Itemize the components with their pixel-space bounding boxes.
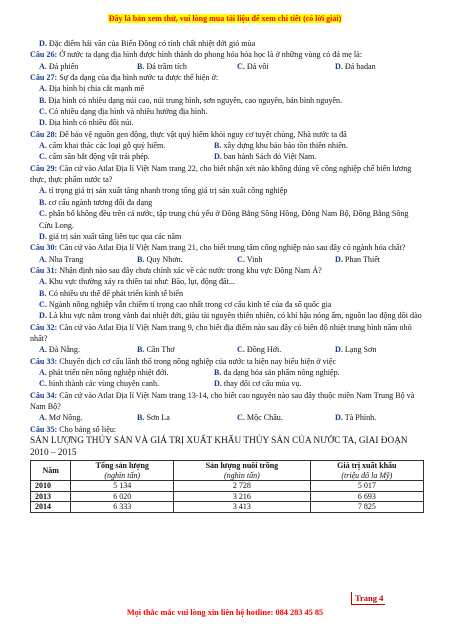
answer-options-row [30, 254, 424, 265]
answer-option [30, 117, 424, 128]
table-row [31, 481, 424, 492]
option-letter: B. [214, 367, 222, 377]
option-letter: B. [137, 61, 145, 71]
header-label: Năm [42, 465, 59, 475]
answer-option [214, 140, 348, 151]
answer-option [335, 412, 376, 423]
answer-option [137, 412, 237, 423]
fishery-table [30, 460, 424, 513]
question-line [30, 49, 424, 60]
answer-option [30, 208, 424, 231]
answer-options-row [30, 344, 424, 355]
question-text: Căn cứ vào Atlat Địa lí Việt Nam trang 22, cho biết nhận xét nào không đúng về công nghiệp chế biến lương thực, thực phẩm nước ta? [30, 163, 412, 185]
answer-option [30, 276, 424, 287]
option-letter: A. [39, 61, 47, 71]
question-text: Cho bảng số liệu: [57, 424, 117, 434]
answer-option [39, 378, 214, 389]
option-text: Quy Nhơn. [144, 254, 183, 264]
option-text: đa dạng hóa sản phẩm nông nghiệp. [221, 367, 340, 377]
table-cell: 6 020 [71, 491, 174, 502]
answer-option [30, 95, 424, 106]
option-letter: D. [39, 39, 47, 48]
option-text: Đá badan [342, 61, 376, 71]
answer-options-row [30, 61, 424, 72]
option-text: cấm săn bắt động vật trái phép. [46, 152, 150, 162]
table-cell: 3 216 [174, 491, 311, 502]
table-header-cell [31, 461, 71, 481]
table-cell: 2010 [31, 481, 71, 492]
option-letter: D. [335, 345, 343, 355]
table-header-row [31, 461, 424, 481]
answer-option [30, 83, 424, 94]
header-label: Tổng sản lượng [95, 461, 149, 471]
question-text: Nhận định nào sau đây chưa chính xác về các nước trong khu vực Đông Nam Á? [57, 265, 322, 275]
option-text: cấm khai thác các loại gỗ quý hiếm. [46, 141, 166, 151]
option-letter: B. [39, 95, 47, 105]
answer-option [335, 254, 380, 265]
header-unit: (nghìn tấn) [223, 470, 260, 480]
question-text: Sự đa dạng của địa hình nước ta được thể hiện ở: [57, 73, 219, 83]
option-letter: B. [39, 288, 47, 298]
answer-option [335, 61, 376, 72]
option-letter: D. [335, 61, 343, 71]
option-letter: C. [237, 254, 245, 264]
option-text: Mơ Nông. [46, 413, 83, 423]
question-text: Để bảo vệ nguồn gen động, thực vật quý hiếm khỏi nguy cơ tuyệt chủng, Nhà nước ta đã [57, 129, 347, 139]
option-text: Đá vôi [244, 61, 269, 71]
table-title: SẢN LƯỢNG THỦY SẢN VÀ GIÁ TRỊ XUẤT KHẨU THỦY SẢN CỦA NƯỚC TA, GIAI ĐOẠN 2010 – 2015 [30, 436, 408, 459]
option-letter: B. [214, 141, 222, 151]
answer-option [39, 61, 137, 72]
option-text: hình thành các vùng chuyên canh. [46, 379, 160, 389]
option-text: Khu vực thường xảy ra thiên tai như: Bão, lụt, động đất... [46, 277, 235, 287]
answer-option [214, 151, 316, 162]
table-cell: 6 693 [310, 491, 423, 502]
answer-option [137, 254, 237, 265]
table-header-cell [310, 461, 423, 481]
option-text: Là khu vực nằm trong vành đai nhiệt đới, giàu tài nguyên thiên nhiên, có khí hậu nóng ẩm, nguồn lao động dồi dào [46, 311, 422, 321]
option-letter: C. [39, 299, 47, 309]
answer-option [39, 367, 214, 378]
table-cell: 6 333 [71, 502, 174, 513]
option-text: Địa hình có nhiều đồi núi. [46, 118, 134, 128]
option-text: Đà Nẵng. [46, 345, 80, 355]
table-row [31, 491, 424, 502]
answer-option [30, 185, 424, 196]
option-letter: C. [39, 152, 47, 162]
option-text: Sơn La [144, 413, 170, 423]
table-cell: 3 413 [174, 502, 311, 513]
option-text: Mộc Châu. [244, 413, 283, 423]
answer-option [30, 288, 424, 299]
answer-options-row [30, 378, 424, 389]
question-line [30, 129, 424, 140]
question-number: Câu 35: [30, 424, 58, 434]
option-text: Địa hình có nhiều dạng núi cao, núi trung bình, sơn nguyên, cao nguyên, bán bình nguyên. [46, 95, 343, 105]
option-letter: D. [39, 231, 47, 241]
option-text: Đá phiến [46, 61, 79, 71]
option-text: tỉ trọng giá trị sản xuất tăng nhanh trong tổng giá trị sản xuất công nghiệp [46, 186, 288, 196]
answer-options-row [30, 151, 424, 162]
answer-option [214, 367, 340, 378]
option-letter: D. [39, 311, 47, 321]
option-letter: A. [39, 367, 47, 377]
answer-option [30, 299, 424, 310]
option-letter: C. [39, 107, 47, 117]
question-line [30, 356, 424, 367]
option-text: Địa hình bị chia cắt mạnh mẽ [46, 84, 145, 94]
answer-option [30, 197, 424, 208]
answer-options-row [30, 367, 424, 378]
option-letter: C. [237, 345, 245, 355]
question-text: Căn cứ vào Atlat Địa lí Việt Nam trang 9, cho biết địa điểm nào sau đây có biên độ nhiệt trung bình năm nhỏ nhất? [30, 322, 412, 343]
option-text: ban hành Sách đỏ Việt Nam. [221, 152, 317, 162]
question-number: Câu 27: [30, 73, 58, 83]
option-text: Có nhiều ưu thế để phát triển kinh tế biển [46, 288, 183, 298]
question-line [30, 163, 424, 186]
option-letter: D. [214, 152, 222, 162]
option-text: phát triển nền nông nghiệp nhiệt đới. [46, 367, 169, 377]
header-unit: (triệu đô la Mỹ) [341, 470, 393, 480]
table-cell: 7 825 [310, 502, 423, 513]
table-header-cell [71, 461, 174, 481]
option-letter: B. [137, 345, 145, 355]
option-text: Tà Phình. [342, 413, 377, 423]
table-cell: 2014 [31, 502, 71, 513]
answer-option [137, 61, 237, 72]
option-letter: A. [39, 345, 47, 355]
answer-option [214, 378, 301, 389]
option-text: Nha Trang [46, 254, 84, 264]
option-text: Đá trầm tích [144, 61, 187, 71]
answer-option [30, 231, 424, 242]
option-letter: C. [39, 379, 47, 389]
option-letter: A. [39, 84, 47, 94]
answer-option [237, 344, 335, 355]
option-letter: D. [39, 118, 47, 128]
table-cell: 5 134 [71, 481, 174, 492]
table-cell: 5 017 [310, 481, 423, 492]
page-number: Trang 4 [351, 592, 385, 605]
option-text: Vinh [244, 254, 263, 264]
question-line [30, 72, 424, 83]
answer-option [39, 140, 214, 151]
option-text: Ngành nông nghiệp vẫn chiếm tỉ trọng cao nhất trong cơ cấu kinh tế của đa số quốc gia [46, 299, 332, 309]
answer-option [39, 344, 137, 355]
option-letter: B. [39, 197, 47, 207]
option-letter: A. [39, 254, 47, 264]
table-cell: 2 728 [174, 481, 311, 492]
header-label: Sản lượng nuôi trồng [205, 461, 279, 471]
answer-options-row [30, 140, 424, 151]
question-text: Chuyển dịch cơ cấu lãnh thổ trong nông nghiệp của nước ta hiện nay biểu hiện ở việc [57, 356, 337, 366]
answer-option [30, 310, 424, 321]
option-text: Lạng Sơn [342, 345, 377, 355]
question-number: Câu 30: [30, 243, 58, 253]
answer-option [39, 254, 137, 265]
option-text: cơ cấu ngành tương đối đa dạng [46, 197, 153, 207]
question-line [30, 242, 424, 253]
question-number: Câu 32: [30, 322, 58, 332]
option-letter: D. [335, 254, 343, 264]
option-text: Phan Thiết [342, 254, 381, 264]
option-text: giá trị sản xuất tăng liên tục qua các năm [46, 231, 182, 241]
option-text: Đặc điểm hải văn của Biển Đông có tính chất nhiệt đới gió mùa [46, 39, 256, 48]
question-number: Câu 29: [30, 163, 58, 173]
table-cell: 2013 [31, 491, 71, 502]
header-label: Giá trị xuất khẩu [337, 461, 397, 471]
option-letter: C. [237, 413, 245, 423]
option-text: xây dựng khu bảo bảo tồn thiên nhiên. [221, 141, 348, 151]
answer-option [39, 412, 137, 423]
answer-option [237, 254, 335, 265]
answer-option [335, 344, 376, 355]
answer-option [30, 106, 424, 117]
question-line [30, 424, 424, 435]
option-letter: D. [335, 413, 343, 423]
option-letter: A. [39, 277, 47, 287]
option-letter: A. [39, 141, 47, 151]
answer-option [137, 344, 237, 355]
question-number: Câu 34: [30, 390, 58, 400]
option-letter: A. [39, 186, 47, 196]
question-text: Căn cứ vào Atlat Địa lí Việt Nam trang 13-14, cho biết cao nguyên nào sau đây thuộc miền Nam Trung Bộ và Nam Bộ? [30, 390, 415, 411]
question-number: Câu 31: [30, 265, 58, 275]
preview-banner-text: Đây là bản xem thử, vui lòng mua tài liệu để xem chi tiết (có lời giải) [108, 14, 342, 23]
option-letter: C. [237, 61, 245, 71]
answer-options-row [30, 412, 424, 423]
option-text: Cần Thơ [144, 345, 175, 355]
question-line [30, 265, 424, 276]
option-text: phân bố không đều trên cả nước, tập trung chủ yếu ở Đồng Bằng Sông Hồng, Đông Nam Bộ, Đồng Bằng Sông Cửu Long. [39, 209, 409, 230]
option-text: Có nhiều dạng địa hình và nhiều hướng địa hình. [46, 107, 208, 117]
hotline-footer: Mọi thắc mắc vui lòng xin liên hệ hotline: 084 283 45 85 [126, 608, 324, 617]
option-text: thay đổi cơ cấu mùa vụ. [221, 379, 302, 389]
question-text: Ở nước ta dạng địa hình được hình thành do phong hóa hóa học là ở những vùng có đá mẹ là: [57, 50, 362, 60]
option-letter: A. [39, 413, 47, 423]
option-letter: B. [137, 413, 145, 423]
table-header-cell [174, 461, 311, 481]
option-letter: D. [214, 379, 222, 389]
question-line [30, 390, 424, 413]
question-text: Căn cứ vào Atlat Địa lí Việt Nam trang 21, cho biết trung tâm công nghiệp nào sau đây có ngành hóa chất? [57, 243, 406, 253]
question-number: Câu 26: [30, 50, 58, 60]
answer-option [39, 151, 214, 162]
answer-option [30, 38, 424, 49]
question-number: Câu 33: [30, 356, 58, 366]
preview-banner [0, 14, 450, 24]
answer-option [237, 61, 335, 72]
option-text: Đồng Hới. [244, 345, 282, 355]
question-line [30, 322, 424, 345]
question-number: Câu 28: [30, 129, 58, 139]
table-row [31, 502, 424, 513]
header-unit: (nghìn tấn) [104, 470, 141, 480]
option-letter: C. [39, 209, 47, 219]
question-content [30, 38, 424, 513]
answer-option [237, 412, 335, 423]
option-letter: B. [137, 254, 145, 264]
